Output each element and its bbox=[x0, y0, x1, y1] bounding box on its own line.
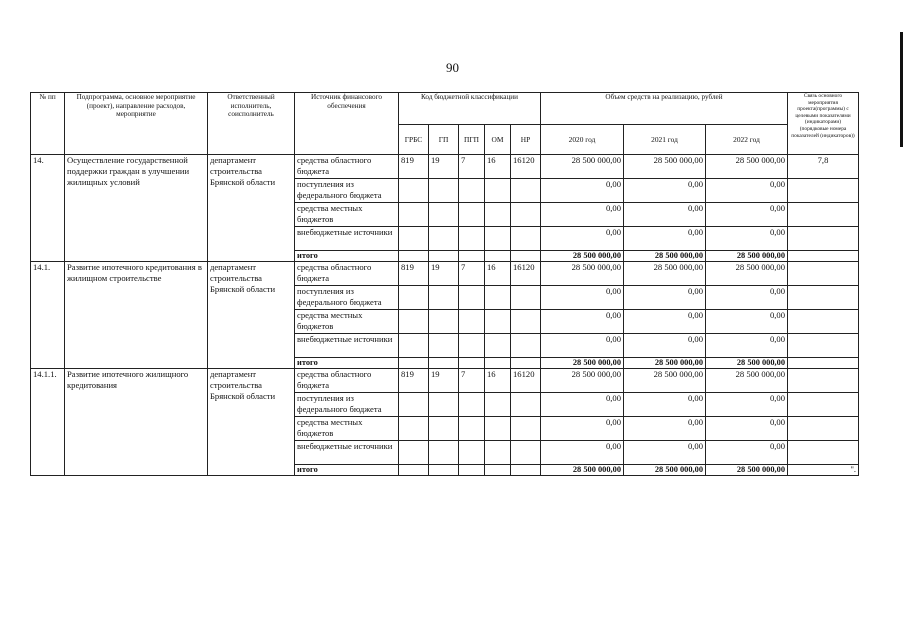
total-end: ". bbox=[788, 465, 859, 476]
budget-code bbox=[429, 310, 459, 334]
amount-cell: 0,00 bbox=[541, 179, 624, 203]
section-number: 14.1.1. bbox=[31, 369, 65, 476]
amount-cell: 0,00 bbox=[624, 393, 706, 417]
budget-code bbox=[485, 465, 511, 476]
funding-source: средства областного бюджета bbox=[295, 155, 399, 179]
funding-source: внебюджетные источники bbox=[295, 334, 399, 358]
amount-cell: 0,00 bbox=[706, 310, 788, 334]
header-source: Источник финансового обеспечения bbox=[295, 93, 399, 155]
budget-code bbox=[399, 465, 429, 476]
budget-code: 16120 bbox=[511, 369, 541, 393]
budget-code: 7 bbox=[459, 369, 485, 393]
header-amount-group: Объем средств на реализацию, рублей bbox=[541, 93, 788, 125]
amount-cell: 28 500 000,00 bbox=[706, 369, 788, 393]
budget-code bbox=[511, 227, 541, 251]
section-responsible: департамент строительства Брянской области bbox=[208, 262, 295, 369]
budget-code bbox=[459, 465, 485, 476]
header-link: Связь основного мероприятия проекта(программы) с целевыми показателями (индикаторами) (порядковые номера показателей (индикаторов)) bbox=[788, 93, 859, 155]
budget-code bbox=[459, 286, 485, 310]
budget-code: 819 bbox=[399, 155, 429, 179]
header-num: № пп bbox=[31, 93, 65, 155]
header-responsible: Ответственный исполнитель, соисполнитель bbox=[208, 93, 295, 155]
budget-code bbox=[511, 286, 541, 310]
budget-code bbox=[485, 310, 511, 334]
funding-source: внебюджетные источники bbox=[295, 227, 399, 251]
budget-code bbox=[399, 227, 429, 251]
indicator-link bbox=[788, 369, 859, 393]
section-number: 14. bbox=[31, 155, 65, 262]
amount-cell: 0,00 bbox=[624, 441, 706, 465]
budget-code bbox=[511, 393, 541, 417]
amount-cell: 0,00 bbox=[541, 393, 624, 417]
header-year: 2021 год bbox=[624, 125, 706, 155]
header-code: ГП bbox=[429, 125, 459, 155]
amount-cell: 28 500 000,00 bbox=[624, 262, 706, 286]
indicator-link bbox=[788, 417, 859, 441]
budget-code bbox=[399, 251, 429, 262]
funding-source: средства местных бюджетов bbox=[295, 310, 399, 334]
budget-code bbox=[485, 441, 511, 465]
amount-cell: 28 500 000,00 bbox=[541, 369, 624, 393]
budget-code bbox=[459, 417, 485, 441]
budget-code bbox=[511, 310, 541, 334]
budget-code bbox=[429, 393, 459, 417]
indicator-link bbox=[788, 179, 859, 203]
budget-code bbox=[429, 441, 459, 465]
budget-code: 16 bbox=[485, 155, 511, 179]
total-label: итого bbox=[295, 465, 399, 476]
section-number: 14.1. bbox=[31, 262, 65, 369]
total-end bbox=[788, 251, 859, 262]
budget-code bbox=[399, 310, 429, 334]
total-label: итого bbox=[295, 251, 399, 262]
table-row bbox=[31, 262, 859, 286]
total-label: итого bbox=[295, 358, 399, 369]
section-name: Развитие ипотечного жилищного кредитования bbox=[65, 369, 208, 476]
table-body bbox=[31, 93, 859, 476]
section-name: Развитие ипотечного кредитования в жилищном строительстве bbox=[65, 262, 208, 369]
amount-cell: 0,00 bbox=[706, 179, 788, 203]
funding-source: средства местных бюджетов bbox=[295, 203, 399, 227]
indicator-link bbox=[788, 203, 859, 227]
budget-code bbox=[511, 334, 541, 358]
amount-cell: 0,00 bbox=[624, 310, 706, 334]
budget-code bbox=[485, 286, 511, 310]
indicator-link bbox=[788, 227, 859, 251]
budget-code bbox=[429, 358, 459, 369]
budget-code: 19 bbox=[429, 155, 459, 179]
funding-source: поступления из федерального бюджета bbox=[295, 179, 399, 203]
total-amount: 28 500 000,00 bbox=[624, 465, 706, 476]
indicator-link bbox=[788, 262, 859, 286]
amount-cell: 0,00 bbox=[541, 334, 624, 358]
total-amount: 28 500 000,00 bbox=[624, 251, 706, 262]
budget-code bbox=[399, 334, 429, 358]
amount-cell: 0,00 bbox=[624, 417, 706, 441]
header-code: НР bbox=[511, 125, 541, 155]
budget-code bbox=[511, 203, 541, 227]
page-number: 90 bbox=[446, 60, 459, 75]
amount-cell: 28 500 000,00 bbox=[706, 262, 788, 286]
total-amount: 28 500 000,00 bbox=[624, 358, 706, 369]
funding-source: средства областного бюджета bbox=[295, 262, 399, 286]
budget-code bbox=[485, 393, 511, 417]
budget-code bbox=[511, 465, 541, 476]
amount-cell: 0,00 bbox=[624, 227, 706, 251]
budget-code bbox=[399, 179, 429, 203]
amount-cell: 0,00 bbox=[706, 203, 788, 227]
total-amount: 28 500 000,00 bbox=[706, 465, 788, 476]
amount-cell: 0,00 bbox=[624, 334, 706, 358]
amount-cell: 28 500 000,00 bbox=[624, 369, 706, 393]
section-responsible: департамент строительства Брянской области bbox=[208, 155, 295, 262]
header-row bbox=[31, 93, 859, 125]
budget-code bbox=[485, 179, 511, 203]
budget-code bbox=[429, 227, 459, 251]
amount-cell: 0,00 bbox=[706, 334, 788, 358]
amount-cell: 28 500 000,00 bbox=[706, 155, 788, 179]
budget-code bbox=[459, 227, 485, 251]
amount-cell: 0,00 bbox=[541, 417, 624, 441]
budget-code bbox=[459, 441, 485, 465]
budget-code bbox=[399, 441, 429, 465]
indicator-link bbox=[788, 441, 859, 465]
funding-source: внебюджетные источники bbox=[295, 441, 399, 465]
budget-code: 16120 bbox=[511, 262, 541, 286]
budget-code: 7 bbox=[459, 262, 485, 286]
budget-code: 7 bbox=[459, 155, 485, 179]
amount-cell: 0,00 bbox=[706, 286, 788, 310]
header-code: ГРБС bbox=[399, 125, 429, 155]
budget-code: 19 bbox=[429, 262, 459, 286]
budget-table bbox=[30, 92, 859, 476]
section-responsible: департамент строительства Брянской области bbox=[208, 369, 295, 476]
total-amount: 28 500 000,00 bbox=[541, 358, 624, 369]
amount-cell: 0,00 bbox=[541, 286, 624, 310]
budget-code bbox=[429, 465, 459, 476]
budget-code bbox=[429, 179, 459, 203]
budget-code: 16 bbox=[485, 369, 511, 393]
amount-cell: 28 500 000,00 bbox=[541, 155, 624, 179]
budget-code bbox=[459, 310, 485, 334]
amount-cell: 0,00 bbox=[624, 179, 706, 203]
budget-code: 16120 bbox=[511, 155, 541, 179]
budget-code bbox=[459, 358, 485, 369]
budget-code bbox=[511, 179, 541, 203]
budget-code bbox=[399, 417, 429, 441]
total-amount: 28 500 000,00 bbox=[541, 251, 624, 262]
budget-code bbox=[429, 203, 459, 227]
budget-code: 19 bbox=[429, 369, 459, 393]
total-end bbox=[788, 358, 859, 369]
amount-cell: 0,00 bbox=[706, 393, 788, 417]
budget-code bbox=[399, 358, 429, 369]
header-code: ОМ bbox=[485, 125, 511, 155]
budget-code bbox=[459, 334, 485, 358]
budget-code: 819 bbox=[399, 262, 429, 286]
budget-code bbox=[511, 441, 541, 465]
budget-code bbox=[485, 251, 511, 262]
funding-source: поступления из федерального бюджета bbox=[295, 393, 399, 417]
header-year: 2020 год bbox=[541, 125, 624, 155]
header-code-group: Код бюджетной классификации bbox=[399, 93, 541, 125]
table-row bbox=[31, 369, 859, 393]
header-name: Подпрограмма, основное мероприятие (проект), направление расходов, мероприятие bbox=[65, 93, 208, 155]
budget-code bbox=[399, 286, 429, 310]
amount-cell: 0,00 bbox=[706, 417, 788, 441]
budget-code bbox=[511, 417, 541, 441]
amount-cell: 0,00 bbox=[624, 203, 706, 227]
budget-code bbox=[485, 358, 511, 369]
budget-code bbox=[511, 358, 541, 369]
budget-code bbox=[511, 251, 541, 262]
budget-code bbox=[399, 203, 429, 227]
indicator-link bbox=[788, 310, 859, 334]
amount-cell: 28 500 000,00 bbox=[624, 155, 706, 179]
amount-cell: 0,00 bbox=[706, 227, 788, 251]
budget-code bbox=[485, 203, 511, 227]
amount-cell: 0,00 bbox=[541, 441, 624, 465]
indicator-link bbox=[788, 334, 859, 358]
budget-code bbox=[459, 251, 485, 262]
amount-cell: 0,00 bbox=[541, 310, 624, 334]
amount-cell: 0,00 bbox=[706, 441, 788, 465]
header-year: 2022 год bbox=[706, 125, 788, 155]
budget-code bbox=[485, 227, 511, 251]
budget-code bbox=[429, 334, 459, 358]
amount-cell: 0,00 bbox=[541, 227, 624, 251]
budget-code bbox=[399, 393, 429, 417]
budget-code bbox=[459, 203, 485, 227]
budget-code: 819 bbox=[399, 369, 429, 393]
indicator-link bbox=[788, 393, 859, 417]
indicator-link: 7,8 bbox=[788, 155, 859, 179]
budget-code: 16 bbox=[485, 262, 511, 286]
amount-cell: 28 500 000,00 bbox=[541, 262, 624, 286]
header-code: ПГП bbox=[459, 125, 485, 155]
budget-code bbox=[429, 286, 459, 310]
total-amount: 28 500 000,00 bbox=[706, 251, 788, 262]
total-amount: 28 500 000,00 bbox=[706, 358, 788, 369]
funding-source: средства местных бюджетов bbox=[295, 417, 399, 441]
section-name: Осуществление государственной поддержки граждан в улучшении жилищных условий bbox=[65, 155, 208, 262]
budget-code bbox=[429, 417, 459, 441]
budget-code bbox=[459, 393, 485, 417]
scan-edge-mark bbox=[900, 32, 903, 147]
budget-code bbox=[485, 334, 511, 358]
table-row bbox=[31, 155, 859, 179]
amount-cell: 0,00 bbox=[624, 286, 706, 310]
indicator-link bbox=[788, 286, 859, 310]
funding-source: поступления из федерального бюджета bbox=[295, 286, 399, 310]
budget-code bbox=[459, 179, 485, 203]
total-amount: 28 500 000,00 bbox=[541, 465, 624, 476]
budget-code bbox=[485, 417, 511, 441]
amount-cell: 0,00 bbox=[541, 203, 624, 227]
funding-source: средства областного бюджета bbox=[295, 369, 399, 393]
budget-code bbox=[429, 251, 459, 262]
